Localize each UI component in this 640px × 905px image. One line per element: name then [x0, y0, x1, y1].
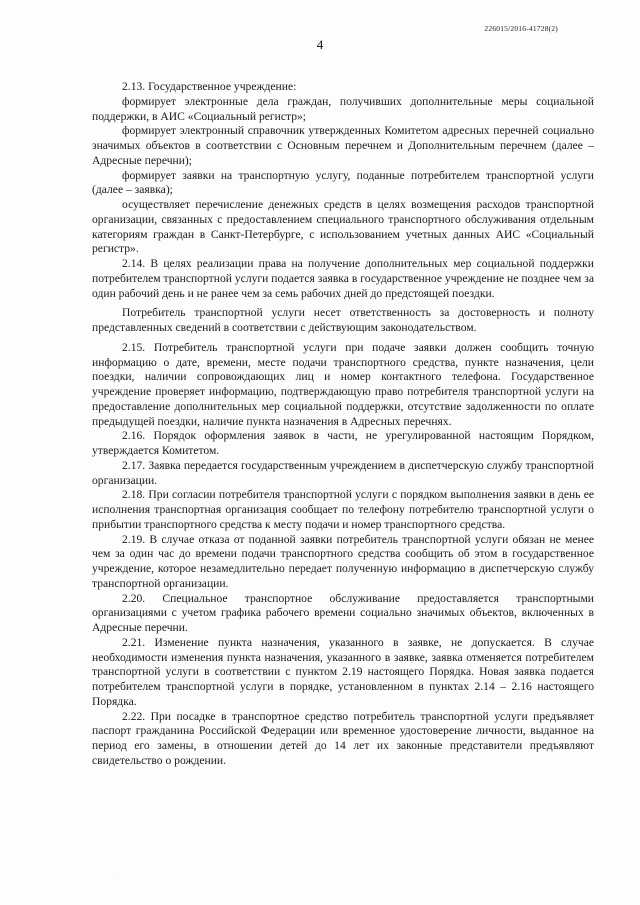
- paragraph-2-17: 2.17. Заявка передается государственным учреждением в диспетчерскую службу транспортной организации.: [92, 458, 594, 487]
- paragraph-2-13: 2.13. Государственное учреждение:: [122, 80, 297, 93]
- paragraph-2-15: 2.15. Потребитель транспортной услуги при подаче заявки должен сообщить точную информацию о дате, времени, месте подачи транспортного средства, пункте назначения, цели поездки, наличии сопровождающих лиц и номер контактного телефона. Государственное учреждение проверяет информацию, подтверждающую право потребителя транспортной услуги на предоставление дополнительных мер социальной поддержки, отсутствие задолженности по оплате предыдущей поездки, наличие пункта назначения в Адресных перечнях.: [92, 340, 594, 428]
- paragraph-2-13-item-1: формирует электронные дела граждан, получивших дополнительные меры социальной поддержки, в АИС «Социальный регистр»;: [92, 94, 594, 123]
- paragraph-2-21: 2.21. Изменение пункта назначения, указанного в заявке, не допускается. В случае необходимости изменения пункта назначения, указанного в заявке, заявка отменяется потребителем транспортной услуги в соответствии с пунктом 2.19 настоящего Порядка. Новая заявка подается потребителем транспортной услуги в порядке, установленном в пунктах 2.14 – 2.16 настоящего Порядка.: [92, 635, 594, 708]
- paragraph-2-22: 2.22. При посадке в транспортное средство потребитель транспортной услуги предъявляет паспорт гражданина Российской Федерации или временное удостоверение личности, выданное на период его замены, в отношении детей до 14 лет их законные представители предъявляют свидетельство о рождении.: [92, 709, 594, 767]
- paragraph-2-16: 2.16. Порядок оформления заявок в части, не урегулированной настоящим Порядком, утверждается Комитетом.: [92, 429, 594, 457]
- page-number: 4: [316, 37, 324, 52]
- paragraph-2-14: 2.14. В целях реализации права на получение дополнительных мер социальной поддержки потребителем транспортной услуги подается заявка в государственное учреждение не позднее чем за один рабочий день и не ранее чем за семь рабочих дней до предстоящей поездки.: [92, 257, 594, 300]
- paragraph-2-20: 2.20. Специальное транспортное обслуживание предоставляется транспортными организациями с учетом графика рабочего времени социально значимых объектов, включенных в Адресные перечни.: [92, 591, 594, 634]
- document-body: [92, 80, 594, 769]
- paragraph-2-19: 2.19. В случае отказа от поданной заявки потребитель транспортной услуги обязан не менее чем за один час до времени подачи транспортного средства сообщить об этом в государственное учреждение, которое незамедлительно передает полученную информацию в диспетчерскую службу транспортной организации.: [92, 532, 594, 590]
- paragraph-2-13-item-2: формирует электронный справочник утвержденных Комитетом адресных перечней социально значимых объектов в соответствии с Основным перечнем и Дополнительным перечнем (далее – Адресные перечни);: [92, 124, 594, 167]
- scan-mark: .: [118, 872, 120, 878]
- paragraph-2-18: 2.18. При согласии потребителя транспортной услуги с порядком выполнения заявки в день ее исполнения транспортная организация сообщает по телефону потребителю транспортной услуги о прибытии транспортного средства к месту подачи и номер транспортного средства.: [92, 488, 594, 531]
- paragraph-responsibility: Потребитель транспортной услуги несет ответственность за достоверность и полноту представленных сведений в соответствии с действующим законодательством.: [92, 306, 594, 334]
- document-code: 226015/2016-41728(2): [484, 24, 558, 33]
- paragraph-2-13-item-4: осуществляет перечисление денежных средств в целях возмещения расходов транспортной организации, связанных с предоставлением специального транспортного обслуживания отдельным категориям граждан в Санкт-Петербурге, с использованием учетных данных АИС «Социальный регистр».: [92, 198, 594, 256]
- paragraph-2-13-item-3: формирует заявки на транспортную услугу, поданные потребителем транспортной услуги (далее – заявка);: [92, 168, 594, 197]
